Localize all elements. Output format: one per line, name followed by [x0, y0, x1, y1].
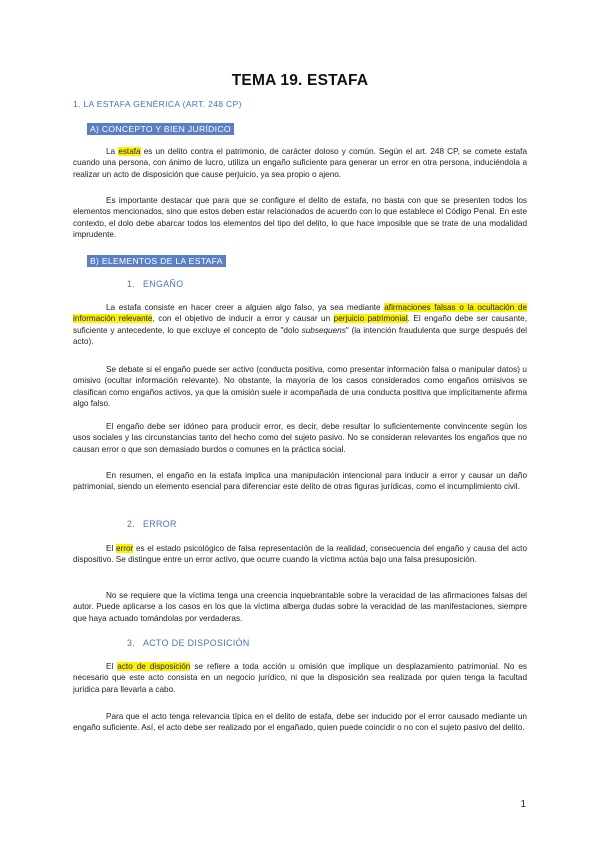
paragraph-error-definicion — [73, 543, 527, 566]
text-run: El — [106, 544, 116, 553]
document-title: TEMA 19. ESTAFA — [231, 72, 369, 89]
paragraph-concepto — [73, 146, 527, 180]
highlight-estafa: estafa — [118, 147, 141, 156]
paragraph-dolo: Es importante destacar que para que se configure el delito de estafa, no basta con que se presenten todos los elementos mencionados, sino que estos deben estar relacionados de acuerdo con lo que establece el Código Penal. En este contexto, el dolo debe abarcar todos los elementos del tipo del delito, lo que hace imposible que se trate de una modalidad imprudente. — [73, 196, 527, 240]
highlight-perjuicio-patrimonial: perjuicio patrimonial — [333, 314, 408, 324]
heading-label: ACTO DE DISPOSICIÓN — [143, 638, 250, 648]
heading-label: ENGAÑO — [143, 279, 184, 289]
subsection-heading-elementos: B) ELEMENTOS DE LA ESTAFA — [87, 255, 226, 267]
paragraph-engano-definicion — [73, 302, 527, 348]
paragraph-acto-definicion — [73, 661, 527, 695]
italic-term: subsequens — [301, 325, 346, 335]
paragraph-error-creencia: No se requiere que la víctima tenga una creencia inquebrantable sobre la veracidad de las afirmaciones falsas del autor. Puede aplicarse a los casos en los que la víctima alberga dudas sobre la veracidad de las manifestaciones, siempre que haya actuado tomándolas por verdaderas. — [73, 591, 527, 623]
heading-number: 1. — [127, 279, 136, 289]
text-run: , con el objetivo de inducir a error y causar un — [152, 314, 334, 324]
paragraph-acto-relevancia: Para que el acto tenga relevancia típica en el delito de estafa, debe ser inducido por el error causado mediante un engaño suficiente. Así, el acto debe ser realizado por el engañado, quien puede coincidir o no con el sujeto pasivo del delito. — [73, 712, 527, 733]
highlight-error: error — [115, 544, 134, 553]
text-run: " (la intención fraudulenta que surge después del acto). — [73, 325, 527, 347]
text-run: . El engaño debe ser causante, suficiente y antecedente, lo que excluye el concepto de "dolo — [73, 314, 528, 335]
text-run: La — [106, 147, 119, 156]
heading-number: 2. — [127, 519, 136, 529]
paragraph-engano-activo-omisivo: Se debate si el engaño puede ser activo (conducta positiva, como presentar información falsa o manipular datos) u omisivo (ocultar información relevante). No obstante, la mayoría de los casos considerados como engaños omisivos se clasifican como engaños activos, ya que la omisión suele ir acompañada de una conducta positiva que implícitamente afirma algo falso. — [73, 365, 527, 409]
highlight-afirmaciones-falsas: afirmaciones falsas o la ocultación de información relevante — [73, 303, 528, 324]
subsection-heading-concepto: A) CONCEPTO Y BIEN JURÍDICO — [87, 123, 234, 135]
heading-error — [127, 519, 177, 529]
text-run: El — [106, 662, 118, 671]
paragraph-engano-resumen: En resumen, el engaño en la estafa implica una manipulación intencional para inducir a error y causar un daño patrimonial, siendo un elemento esencial para diferenciar este delito de otras figuras jurídicas, como el incumplimiento civil. — [73, 471, 527, 492]
text-run: se refiere a toda acción u omisión que implique un desplazamiento patrimonial. No es necesario que este acto consista en un negocio jurídico, ni que la disposición sea realizada por quien tenga la facultad jurídica para llevarla a cabo. — [73, 662, 528, 694]
heading-engano — [127, 279, 184, 289]
text-run: es un delito contra el patrimonio, de carácter doloso y común. Según el art. 248 CP, se comete estafa cuando una persona, con ánimo de lucro, utiliza un engaño suficiente para generar un error en otra persona, induciéndola a realizar un acto de disposición que cause perjuicio, ya sea propio o ajeno. — [73, 147, 528, 179]
paragraph-engano-idoneo: El engaño debe ser idóneo para producir error, es decir, debe resultar lo suficientemente convincente según los usos sociales y las circunstancias tanto del hecho como del sujeto pasivo. No se consideran relevantes los engaños que no causan error o que son demasiado burdos o comunes en la práctica social. — [73, 422, 527, 454]
page-number: 1 — [520, 799, 526, 810]
text-run: es el estado psicológico de falsa representación de la realidad, consecuencia del engaño y causa del acto dispositivo. Se distingue entre un error activo, que ocurre cuando la víctima actúa bajo una falsa presuposición. — [73, 544, 528, 565]
text-run: La estafa consiste en hacer creer a alguien algo falso, ya sea mediante — [106, 303, 385, 312]
heading-label: ERROR — [143, 519, 177, 529]
heading-acto-disposicion — [127, 638, 250, 648]
highlight-acto-disposicion: acto de disposición — [117, 662, 191, 671]
heading-number: 3. — [127, 638, 136, 648]
section-heading: 1. LA ESTAFA GENÉRICA (ART. 248 CP) — [73, 99, 242, 109]
